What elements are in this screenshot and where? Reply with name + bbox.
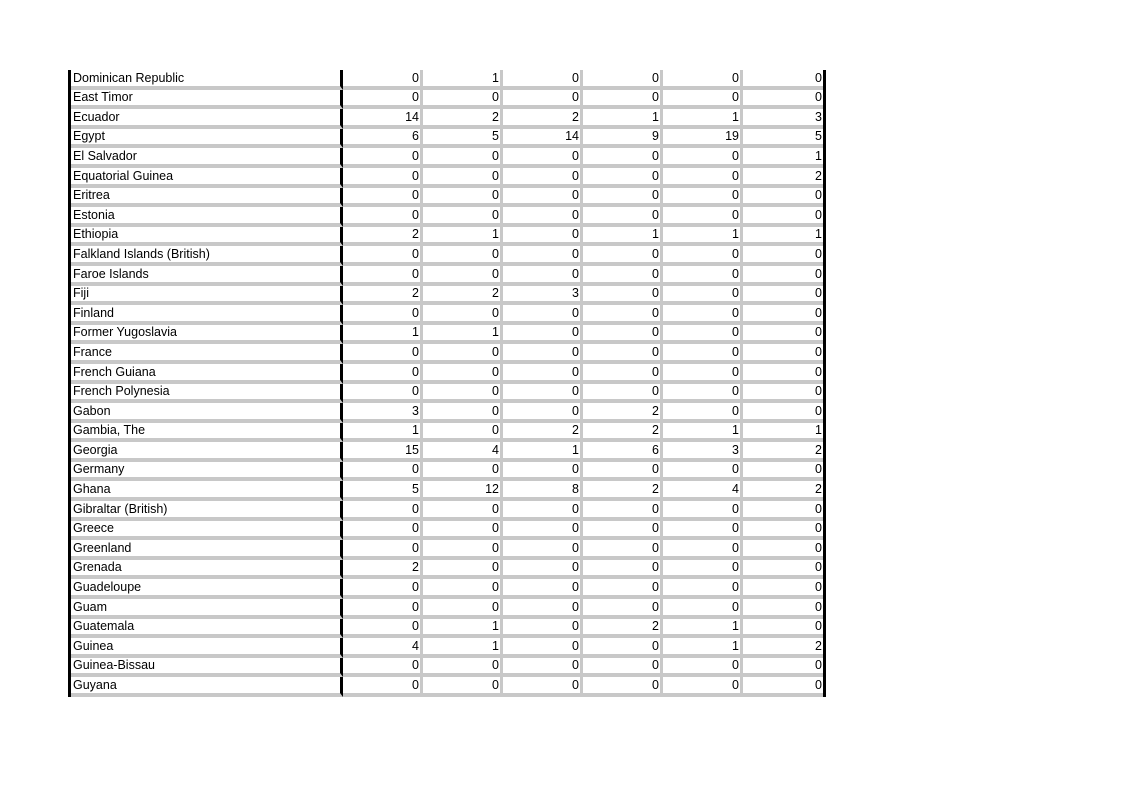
- table-row: [71, 501, 823, 521]
- value-cell: 0: [423, 344, 503, 364]
- value-cell: 0: [503, 227, 583, 247]
- value-cell: 0: [743, 286, 823, 306]
- value-cell: 0: [743, 462, 823, 482]
- value-cell: 0: [583, 364, 663, 384]
- value-cell: 0: [583, 521, 663, 541]
- value-cell: 0: [423, 305, 503, 325]
- value-cell: 1: [423, 227, 503, 247]
- value-cell: 0: [583, 325, 663, 345]
- value-cell: 0: [343, 266, 423, 286]
- value-cell: 0: [423, 423, 503, 443]
- table-row: [71, 677, 823, 697]
- table-row: [71, 227, 823, 247]
- value-cell: 0: [743, 560, 823, 580]
- value-cell: 0: [743, 540, 823, 560]
- table-row: [71, 286, 823, 306]
- country-name-cell: Guinea-Bissau: [71, 658, 343, 678]
- value-cell: 5: [743, 129, 823, 149]
- value-cell: 0: [663, 188, 743, 208]
- value-cell: 0: [583, 70, 663, 90]
- table-row: [71, 540, 823, 560]
- value-cell: 0: [503, 540, 583, 560]
- value-cell: 0: [423, 168, 503, 188]
- value-cell: 0: [423, 364, 503, 384]
- value-cell: 0: [663, 599, 743, 619]
- value-cell: 5: [343, 481, 423, 501]
- value-cell: 0: [503, 560, 583, 580]
- value-cell: 6: [583, 442, 663, 462]
- value-cell: 3: [343, 403, 423, 423]
- value-cell: 0: [343, 540, 423, 560]
- country-name-cell: Estonia: [71, 207, 343, 227]
- country-name-cell: Gabon: [71, 403, 343, 423]
- table-row: [71, 384, 823, 404]
- value-cell: 0: [663, 540, 743, 560]
- country-name-cell: Eritrea: [71, 188, 343, 208]
- value-cell: 0: [343, 188, 423, 208]
- value-cell: 0: [583, 579, 663, 599]
- value-cell: 0: [423, 148, 503, 168]
- value-cell: 0: [663, 266, 743, 286]
- table-row: [71, 344, 823, 364]
- value-cell: 1: [583, 109, 663, 129]
- country-name-cell: East Timor: [71, 90, 343, 110]
- value-cell: 4: [663, 481, 743, 501]
- value-cell: 0: [423, 521, 503, 541]
- value-cell: 0: [583, 658, 663, 678]
- value-cell: 0: [663, 325, 743, 345]
- value-cell: 0: [343, 677, 423, 697]
- value-cell: 0: [583, 344, 663, 364]
- value-cell: 0: [423, 677, 503, 697]
- value-cell: 4: [343, 638, 423, 658]
- value-cell: 0: [663, 579, 743, 599]
- country-name-cell: French Guiana: [71, 364, 343, 384]
- value-cell: 1: [423, 619, 503, 639]
- value-cell: 0: [743, 658, 823, 678]
- value-cell: 0: [663, 207, 743, 227]
- value-cell: 0: [503, 246, 583, 266]
- table-row: [71, 638, 823, 658]
- value-cell: 2: [423, 109, 503, 129]
- country-name-cell: Equatorial Guinea: [71, 168, 343, 188]
- value-cell: 0: [583, 501, 663, 521]
- table-row: [71, 70, 823, 90]
- value-cell: 0: [663, 521, 743, 541]
- value-cell: 2: [583, 619, 663, 639]
- value-cell: 0: [583, 599, 663, 619]
- value-cell: 0: [743, 619, 823, 639]
- table-row: [71, 442, 823, 462]
- country-name-cell: Gibraltar (British): [71, 501, 343, 521]
- country-data-table: [68, 70, 826, 697]
- value-cell: 0: [503, 501, 583, 521]
- value-cell: 0: [663, 168, 743, 188]
- value-cell: 0: [503, 325, 583, 345]
- value-cell: 2: [583, 403, 663, 423]
- value-cell: 0: [503, 70, 583, 90]
- table-row: [71, 481, 823, 501]
- value-cell: 2: [343, 560, 423, 580]
- table-row: [71, 148, 823, 168]
- country-name-cell: Ghana: [71, 481, 343, 501]
- value-cell: 0: [423, 658, 503, 678]
- value-cell: 0: [343, 207, 423, 227]
- table-row: [71, 521, 823, 541]
- value-cell: 0: [423, 90, 503, 110]
- value-cell: 0: [503, 305, 583, 325]
- value-cell: 1: [423, 325, 503, 345]
- value-cell: 2: [743, 481, 823, 501]
- country-name-cell: Egypt: [71, 129, 343, 149]
- value-cell: 9: [583, 129, 663, 149]
- country-name-cell: France: [71, 344, 343, 364]
- table-row: [71, 364, 823, 384]
- table-row: [71, 619, 823, 639]
- value-cell: 1: [343, 325, 423, 345]
- value-cell: 1: [743, 148, 823, 168]
- value-cell: 0: [343, 599, 423, 619]
- value-cell: 0: [743, 246, 823, 266]
- value-cell: 14: [503, 129, 583, 149]
- table-row: [71, 207, 823, 227]
- value-cell: 0: [343, 384, 423, 404]
- value-cell: 2: [343, 227, 423, 247]
- value-cell: 5: [423, 129, 503, 149]
- country-name-cell: Ecuador: [71, 109, 343, 129]
- value-cell: 0: [583, 560, 663, 580]
- value-cell: 15: [343, 442, 423, 462]
- country-name-cell: Guinea: [71, 638, 343, 658]
- value-cell: 1: [503, 442, 583, 462]
- country-name-cell: Greenland: [71, 540, 343, 560]
- value-cell: 0: [343, 70, 423, 90]
- value-cell: 0: [583, 207, 663, 227]
- value-cell: 0: [583, 286, 663, 306]
- country-name-cell: Finland: [71, 305, 343, 325]
- value-cell: 0: [743, 207, 823, 227]
- value-cell: 0: [663, 305, 743, 325]
- value-cell: 0: [583, 90, 663, 110]
- value-cell: 0: [503, 462, 583, 482]
- value-cell: 0: [503, 403, 583, 423]
- value-cell: 0: [743, 305, 823, 325]
- value-cell: 0: [503, 188, 583, 208]
- value-cell: 0: [663, 70, 743, 90]
- value-cell: 0: [503, 619, 583, 639]
- value-cell: 1: [663, 423, 743, 443]
- country-name-cell: Guam: [71, 599, 343, 619]
- value-cell: 2: [343, 286, 423, 306]
- country-name-cell: Fiji: [71, 286, 343, 306]
- value-cell: 0: [503, 658, 583, 678]
- value-cell: 0: [583, 246, 663, 266]
- value-cell: 0: [423, 462, 503, 482]
- country-name-cell: Ethiopia: [71, 227, 343, 247]
- value-cell: 0: [343, 246, 423, 266]
- value-cell: 0: [583, 384, 663, 404]
- value-cell: 0: [423, 501, 503, 521]
- country-name-cell: Germany: [71, 462, 343, 482]
- value-cell: 0: [743, 501, 823, 521]
- value-cell: 12: [423, 481, 503, 501]
- value-cell: 2: [583, 423, 663, 443]
- value-cell: 0: [583, 540, 663, 560]
- value-cell: 1: [663, 109, 743, 129]
- table-row: [71, 246, 823, 266]
- country-name-cell: Dominican Republic: [71, 70, 343, 90]
- value-cell: 3: [503, 286, 583, 306]
- country-name-cell: Gambia, The: [71, 423, 343, 443]
- value-cell: 19: [663, 129, 743, 149]
- country-name-cell: Former Yugoslavia: [71, 325, 343, 345]
- country-name-cell: Grenada: [71, 560, 343, 580]
- value-cell: 0: [343, 658, 423, 678]
- value-cell: 0: [583, 266, 663, 286]
- value-cell: 0: [423, 403, 503, 423]
- value-cell: 0: [423, 266, 503, 286]
- value-cell: 0: [423, 579, 503, 599]
- table-row: [71, 168, 823, 188]
- value-cell: 0: [663, 344, 743, 364]
- value-cell: 0: [663, 560, 743, 580]
- table-row: [71, 423, 823, 443]
- value-cell: 2: [743, 168, 823, 188]
- table-row: [71, 403, 823, 423]
- value-cell: 0: [503, 384, 583, 404]
- value-cell: 0: [343, 364, 423, 384]
- value-cell: 0: [583, 148, 663, 168]
- value-cell: 0: [663, 501, 743, 521]
- table-row: [71, 462, 823, 482]
- value-cell: 1: [583, 227, 663, 247]
- value-cell: 0: [743, 90, 823, 110]
- value-cell: 0: [423, 560, 503, 580]
- value-cell: 2: [743, 442, 823, 462]
- country-name-cell: Georgia: [71, 442, 343, 462]
- value-cell: 0: [343, 521, 423, 541]
- value-cell: 0: [583, 188, 663, 208]
- value-cell: 0: [343, 462, 423, 482]
- value-cell: 0: [343, 619, 423, 639]
- value-cell: 0: [743, 266, 823, 286]
- value-cell: 1: [343, 423, 423, 443]
- value-cell: 0: [503, 90, 583, 110]
- country-name-cell: French Polynesia: [71, 384, 343, 404]
- table-row: [71, 305, 823, 325]
- table-row: [71, 599, 823, 619]
- value-cell: 0: [663, 90, 743, 110]
- value-cell: 1: [743, 423, 823, 443]
- value-cell: 0: [503, 364, 583, 384]
- value-cell: 0: [743, 344, 823, 364]
- value-cell: 0: [663, 246, 743, 266]
- value-cell: 0: [503, 599, 583, 619]
- value-cell: 0: [663, 658, 743, 678]
- value-cell: 8: [503, 481, 583, 501]
- value-cell: 0: [663, 677, 743, 697]
- value-cell: 0: [343, 168, 423, 188]
- value-cell: 0: [583, 168, 663, 188]
- value-cell: 0: [663, 286, 743, 306]
- value-cell: 0: [743, 579, 823, 599]
- value-cell: 1: [423, 638, 503, 658]
- value-cell: 0: [343, 501, 423, 521]
- value-cell: 0: [423, 540, 503, 560]
- value-cell: 2: [743, 638, 823, 658]
- value-cell: 0: [743, 521, 823, 541]
- country-name-cell: Faroe Islands: [71, 266, 343, 286]
- value-cell: 0: [503, 344, 583, 364]
- value-cell: 3: [743, 109, 823, 129]
- value-cell: 0: [743, 364, 823, 384]
- value-cell: 6: [343, 129, 423, 149]
- value-cell: 0: [583, 462, 663, 482]
- value-cell: 0: [503, 579, 583, 599]
- value-cell: 2: [423, 286, 503, 306]
- table-body: [71, 70, 823, 697]
- country-name-cell: Falkland Islands (British): [71, 246, 343, 266]
- value-cell: 0: [343, 90, 423, 110]
- value-cell: 3: [663, 442, 743, 462]
- value-cell: 0: [503, 207, 583, 227]
- value-cell: 1: [663, 638, 743, 658]
- value-cell: 0: [743, 599, 823, 619]
- value-cell: 0: [583, 677, 663, 697]
- table-row: [71, 560, 823, 580]
- value-cell: 0: [743, 70, 823, 90]
- value-cell: 2: [583, 481, 663, 501]
- value-cell: 1: [663, 227, 743, 247]
- value-cell: 0: [663, 403, 743, 423]
- value-cell: 0: [743, 188, 823, 208]
- country-name-cell: Guyana: [71, 677, 343, 697]
- value-cell: 1: [743, 227, 823, 247]
- value-cell: 0: [503, 266, 583, 286]
- value-cell: 0: [663, 364, 743, 384]
- value-cell: 0: [583, 305, 663, 325]
- country-name-cell: Greece: [71, 521, 343, 541]
- value-cell: 0: [423, 188, 503, 208]
- value-cell: 0: [583, 638, 663, 658]
- country-name-cell: Guadeloupe: [71, 579, 343, 599]
- value-cell: 0: [503, 148, 583, 168]
- value-cell: 14: [343, 109, 423, 129]
- value-cell: 0: [663, 462, 743, 482]
- table-row: [71, 90, 823, 110]
- value-cell: 0: [743, 677, 823, 697]
- value-cell: 0: [343, 148, 423, 168]
- table-row: [71, 325, 823, 345]
- table-row: [71, 129, 823, 149]
- value-cell: 0: [423, 599, 503, 619]
- value-cell: 0: [343, 305, 423, 325]
- value-cell: 0: [743, 325, 823, 345]
- value-cell: 1: [423, 70, 503, 90]
- value-cell: 2: [503, 423, 583, 443]
- value-cell: 0: [503, 677, 583, 697]
- value-cell: 0: [503, 168, 583, 188]
- value-cell: 0: [343, 344, 423, 364]
- value-cell: 0: [423, 246, 503, 266]
- table-row: [71, 658, 823, 678]
- country-name-cell: Guatemala: [71, 619, 343, 639]
- value-cell: 0: [503, 638, 583, 658]
- table-row: [71, 579, 823, 599]
- table-row: [71, 109, 823, 129]
- value-cell: 0: [423, 384, 503, 404]
- value-cell: 2: [503, 109, 583, 129]
- value-cell: 0: [743, 403, 823, 423]
- value-cell: 1: [663, 619, 743, 639]
- value-cell: 0: [423, 207, 503, 227]
- value-cell: 4: [423, 442, 503, 462]
- value-cell: 0: [663, 148, 743, 168]
- table-row: [71, 266, 823, 286]
- value-cell: 0: [343, 579, 423, 599]
- table-row: [71, 188, 823, 208]
- country-name-cell: El Salvador: [71, 148, 343, 168]
- value-cell: 0: [503, 521, 583, 541]
- value-cell: 0: [663, 384, 743, 404]
- value-cell: 0: [743, 384, 823, 404]
